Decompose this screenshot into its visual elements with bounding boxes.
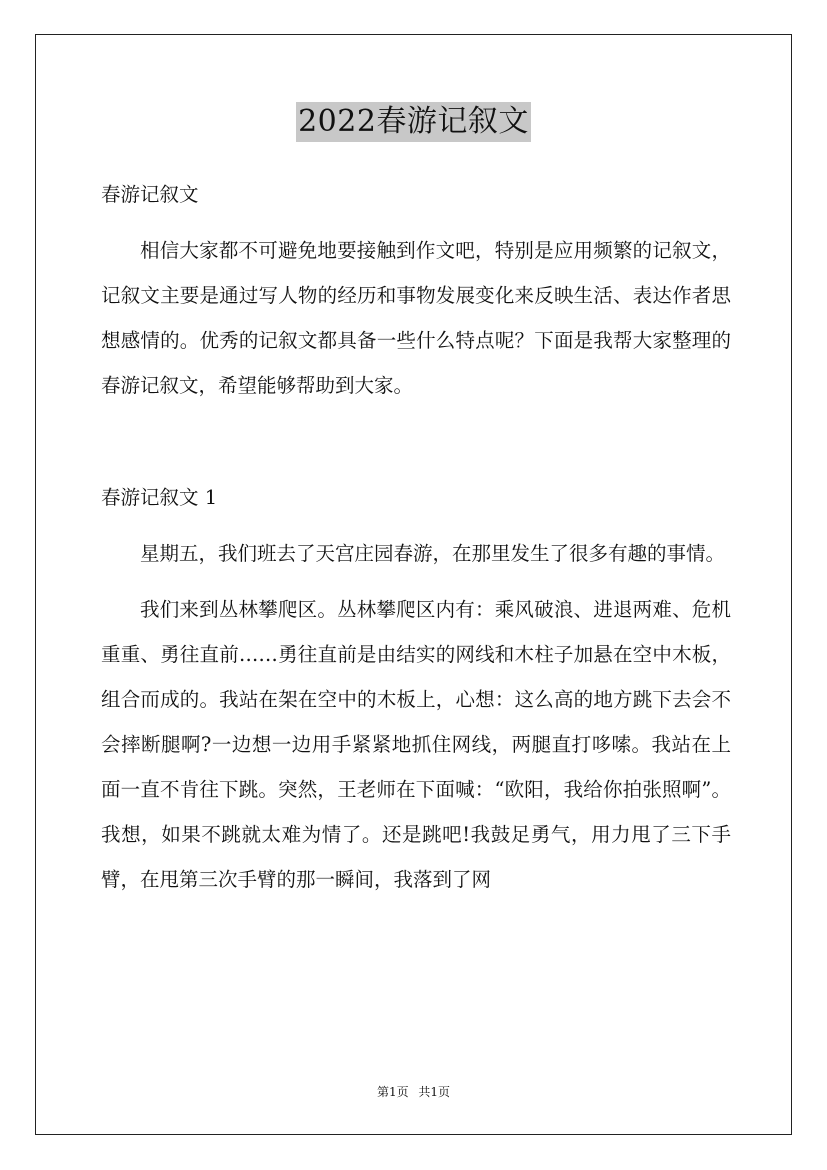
body-paragraph-1: 星期五，我们班去了天宫庄园春游，在那里发生了很多有趣的事情。 (140, 542, 726, 565)
subtitle: 春游记叙文 (101, 183, 199, 206)
intro-paragraph: 相信大家都不可避免地要接触到作文吧，特别是应用频繁的记叙文，记叙文主要是通过写人物的经历和事物发展变化来反映生活、表达作者思想感情的。优秀的记叙文都具备一些什么特点呢？下面是我帮大家整理的春游记叙文，希望能够帮助到大家。 (101, 239, 731, 397)
section-spacer (101, 419, 731, 475)
page-footer (0, 1084, 827, 1100)
page-total: 共1页 (418, 1085, 451, 1099)
document-body (101, 172, 731, 913)
document-title: 2022春游记叙文 (296, 102, 531, 142)
body-paragraph-2: 我们来到丛林攀爬区。丛林攀爬区内有：乘风破浪、进退两难、危机重重、勇往直前……勇往直前是由结实的网线和木柱子加悬在空中木板，组合而成的。我站在架在空中的木板上，心想：这么高的地方跳下去会不会摔断腿啊?一边想一边用手紧紧地抓住网线，两腿直打哆嗦。我站在上面一直不肯往下跳。突然，王老师在下面喊：“欧阳，我给你拍张照啊”。我想，如果不跳就太难为情了。还是跳吧!我鼓足勇气，用力甩了三下手臂，在甩第三次手臂的那一瞬间，我落到了网 (101, 598, 731, 891)
page-number: 第1页 (376, 1085, 409, 1099)
section-heading: 春游记叙文 1 (101, 486, 218, 509)
title-area (0, 102, 827, 142)
